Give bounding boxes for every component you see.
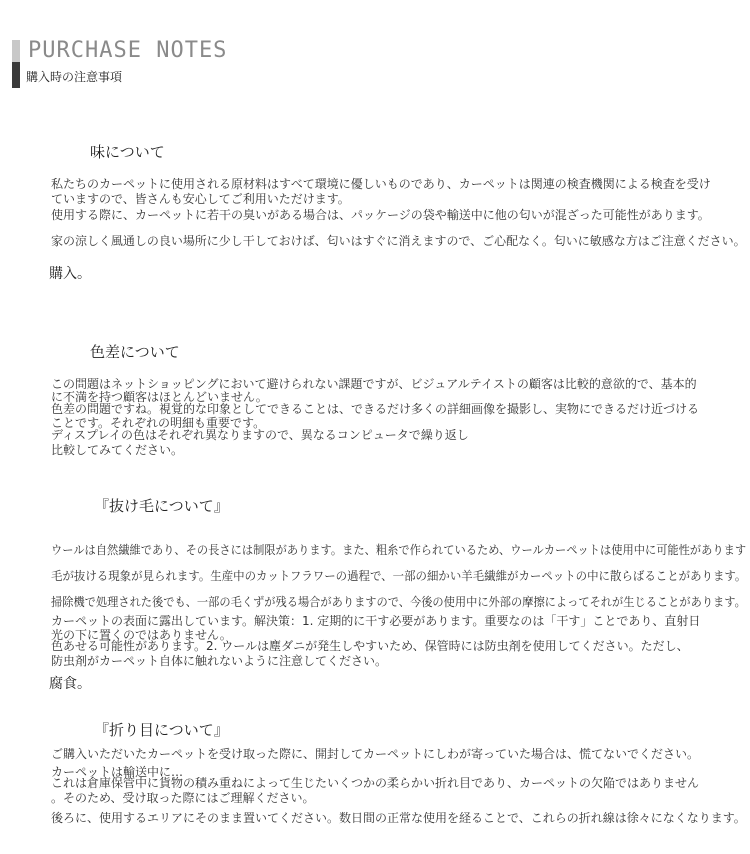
paragraph-line: ていますので、皆さんも安心してご利用いただけます。 bbox=[51, 192, 350, 206]
section-title: 『折り目について』 bbox=[94, 721, 229, 739]
paragraph-line: カーペットの表面に露出しています。解決策：1. 定期的に干す必要があります。重要なのは「干す」ことであり、直射日 bbox=[51, 614, 701, 628]
paragraph-line: 後ろに、使用するエリアにそのまま置いてください。数日間の正常な使用を経ることで、これらの折れ線は徐々になくなります。 bbox=[51, 811, 746, 825]
paragraph-line: 色差の問題ですね。視覚的な印象としてできることは、できるだけ多くの詳細画像を撮影し、実物にできるだけ近づける bbox=[51, 402, 700, 416]
paragraph-line: ディスプレイの色はそれぞれ異なりますので、異なるコンピュータで繰り返し bbox=[51, 428, 469, 442]
paragraph-line: 私たちのカーペットに使用される原材料はすべて環境に優しいものであり、カーペットは関連の検査機関による検査を受け bbox=[51, 177, 711, 191]
section-note: 購入。 bbox=[49, 266, 91, 282]
page-title: PURCHASE NOTES bbox=[28, 38, 228, 63]
paragraph-line: 掃除機で処理された後でも、一部の毛くずが残る場合がありますので、今後の使用中に外部の摩擦によってそれが生じることがあります。 bbox=[51, 595, 746, 609]
paragraph-line: 防虫剤がカーペット自体に触れないように注意してください。 bbox=[51, 654, 388, 668]
paragraph-line: 色あせる可能性があります。2. ウールは塵ダニが発生しやすいため、保管時には防虫剤を使用してください。ただし、 bbox=[51, 639, 689, 653]
paragraph-line: この問題はネットショッピングにおいて避けられない課題ですが、ビジュアルテイストの顧客は比較的意欲的で、基本的 bbox=[51, 377, 697, 391]
paragraph-line: 使用する際に、カーペットに若干の臭いがある場合は、パッケージの袋や輸送中に他の匂いが混ざった可能性があります。 bbox=[51, 208, 710, 222]
paragraph-line: 毛が抜ける現象が見られます。生産中のカットフラワーの過程で、一部の細かい羊毛繊維がカーペットの中に散らばることがあります。 bbox=[51, 569, 747, 583]
paragraph-line: 家の涼しく風通しの良い場所に少し干しておけば、匂いはすぐに消えますので、ご心配なく。匂いに敏感な方はご注意ください。 bbox=[51, 234, 746, 248]
paragraph-line: ご購入いただいたカーペットを受け取った際に、開封してカーペットにしわが寄っていた場合は、慌てないでください。 bbox=[51, 747, 700, 761]
paragraph-line: 光の下に置くのではありません。 bbox=[51, 628, 232, 642]
paragraph-line: ことです。それぞれの明細も重要です。 bbox=[51, 416, 266, 430]
section-note: 腐食。 bbox=[49, 676, 91, 692]
paragraph-line: 比較してみてください。 bbox=[51, 443, 184, 457]
section-title: 色差について bbox=[90, 343, 180, 361]
page-subtitle: 購入時の注意事項 bbox=[26, 70, 123, 84]
paragraph-line: に不満を持つ顧客はほとんどいません。 bbox=[51, 390, 268, 404]
paragraph-line: カーペットは輸送中に… bbox=[51, 765, 184, 779]
paragraph-line: 。そのため、受け取った際にはご理解ください。 bbox=[51, 791, 315, 805]
paragraph-line: ウールは自然繊維であり、その長さには制限があります。また、粗糸で作られているため、ウールカーペットは使用中に可能性があります bbox=[51, 543, 747, 557]
paragraph-line: これは倉庫保管中に貨物の積み重ねによって生じたいくつかの柔らかい折れ目であり、カーペットの欠陥ではありません bbox=[51, 776, 700, 790]
section-title: 『抜け毛について』 bbox=[94, 497, 229, 515]
header-accent-bar-dark bbox=[12, 62, 20, 88]
section-title: 味について bbox=[90, 143, 165, 161]
header-accent-bar bbox=[12, 40, 20, 62]
